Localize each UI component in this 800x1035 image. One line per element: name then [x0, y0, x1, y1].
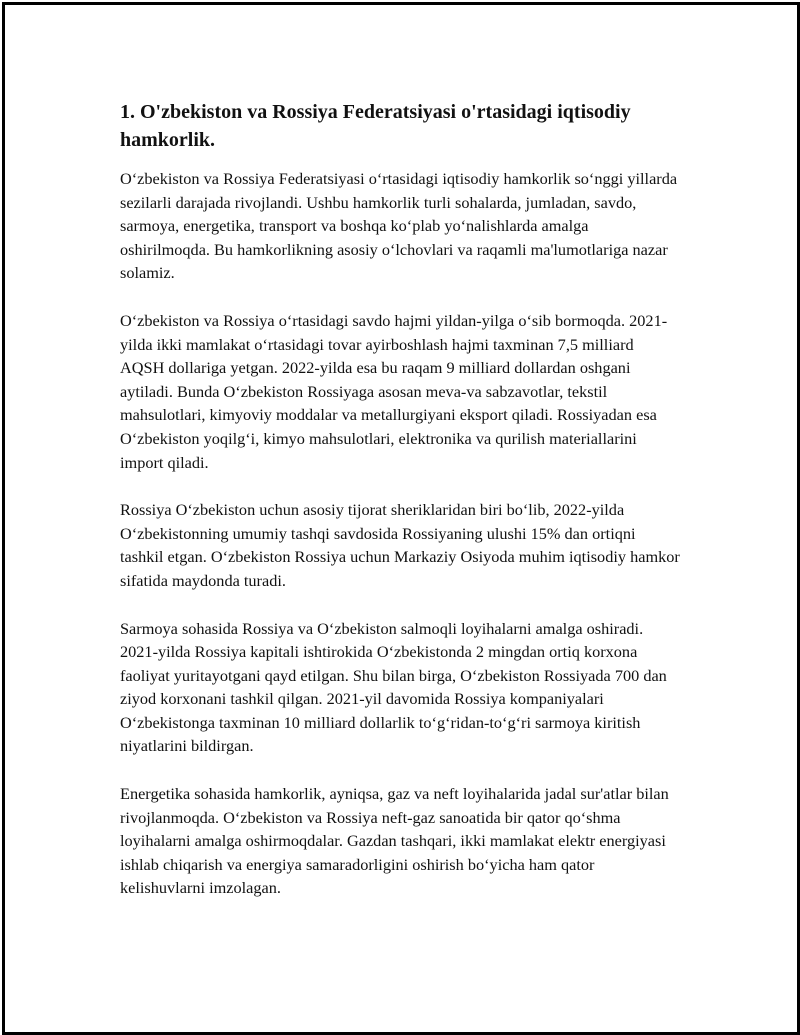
paragraph-investment: Sarmoya sohasida Rossiya va O‘zbekiston salmoqli loyihalarni amalga oshiradi. 2021-yilda Rossiya kapitali ishtirokida O‘zbekistonda 2 mingdan ortiq korxona faoliyat yuritayotgani qayd etilgan. Shu bilan birga, O‘zbekiston Rossiyada 700 dan ziyod korxonani tashkil qilgan. 2021-yil davomida Rossiya kompaniyalari O‘zbekistonga taxminan 10 milliard dollarlik to‘g‘ridan-to‘g‘ri sarmoya kiritish niyatlarini bildirgan.: [120, 618, 667, 756]
document-body: [120, 98, 680, 924]
paragraph-trade: O‘zbekiston va Rossiya o‘rtasidagi savdo hajmi yildan-yilga o‘sib bormoqda. 2021-yilda ikki mamlakat o‘rtasidagi tovar ayirboshlash hajmi taxminan 7,5 milliard AQSH dollariga yetgan. 2022-yilda esa bu raqam 9 milliard dollardan oshgani aytiladi. Bunda O‘zbekiston Rossiyaga asosan meva-va sabzavotlar, tekstil mahsulotlari, kimyoviy moddalar va metallurgiyani eksport qiladi. Rossiyadan esa O‘zbekiston yoqilg‘i, kimyo mahsulotlari, elektronika va qurilish materiallarini import qiladi.: [120, 310, 668, 472]
paragraph-energy: Energetika sohasida hamkorlik, ayniqsa, gaz va neft loyihalarida jadal sur'atlar bilan rivojlanmoqda. O‘zbekiston va Rossiya neft-gaz sanoatida bir qator qo‘shma loyihalarni amalga oshirmoqdalar. Gazdan tashqari, ikki mamlakat elektr energiyasi ishlab chiqarish va energiya samaradorligini oshirish bo‘yicha ham qator kelishuvlarni imzolagan.: [120, 784, 669, 898]
page-frame: [2, 2, 800, 1035]
paragraph-partner: Rossiya O‘zbekiston uchun asosiy tijorat sheriklaridan biri bo‘lib, 2022-yilda O‘zbekistonning umumiy tashqi savdosida Rossiyaning ulushi 15% dan ortiqni tashkil etgan. O‘zbekiston Rossiya uchun Markaziy Osiyoda muhim iqtisodiy hamkor sifatida maydonda turadi.: [120, 500, 680, 590]
section-heading: 1. O'zbekiston va Rossiya Federatsiyasi o'rtasidagi iqtisodiy hamkorlik.: [120, 101, 631, 151]
paragraph-intro: O‘zbekiston va Rossiya Federatsiyasi o‘rtasidagi iqtisodiy hamkorlik so‘nggi yillarda sezilarli darajada rivojlandi. Ushbu hamkorlik turli sohalarda, jumladan, savdo, sarmoya, energetika, transport va boshqa ko‘plab yo‘nalishlarda amalga oshirilmoqda. Bu hamkorlikning asosiy o‘lchovlari va raqamli ma'lumotlariga nazar solamiz.: [120, 169, 678, 283]
